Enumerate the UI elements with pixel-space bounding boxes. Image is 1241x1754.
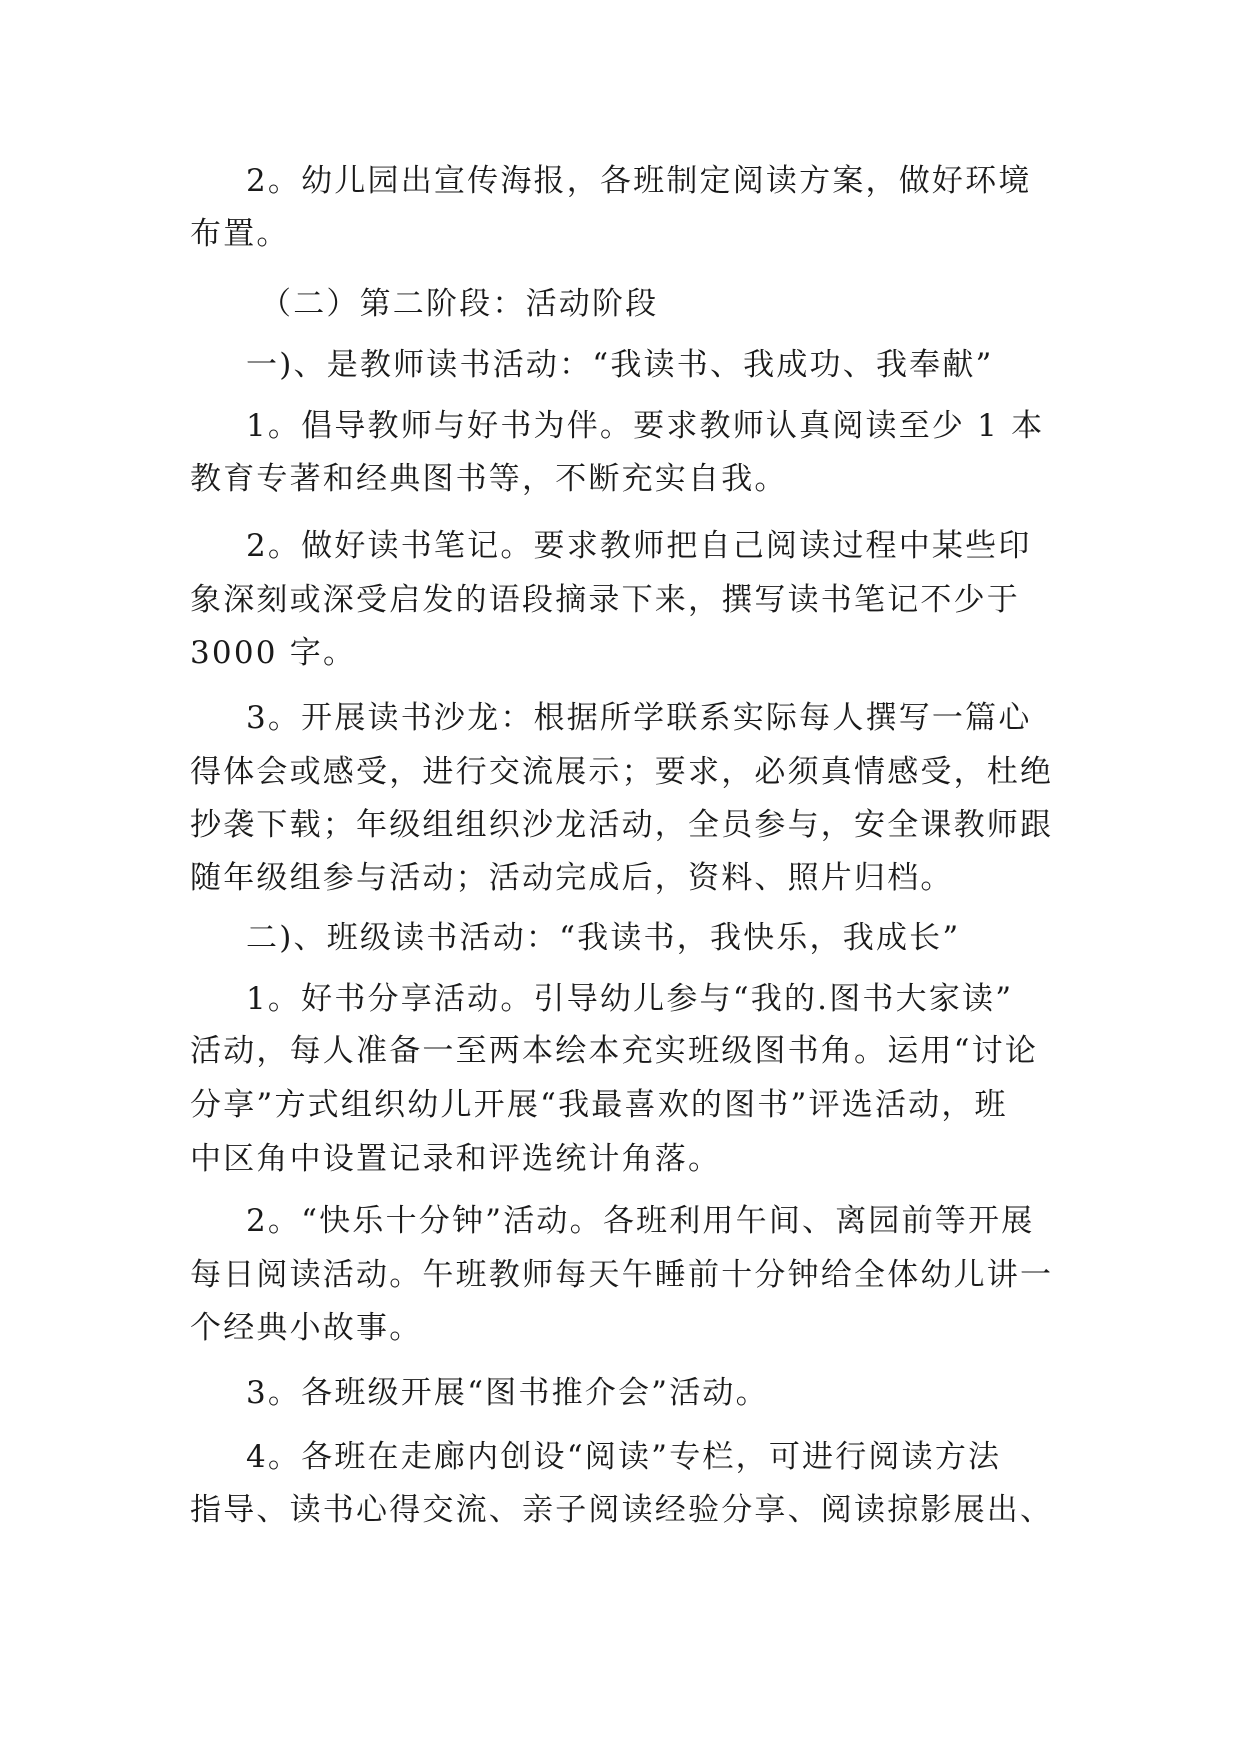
- subsection-heading: 一)、是教师读书活动：“我读书、我成功、我奉献”: [246, 347, 994, 383]
- paragraph-line: 1。倡导教师与好书为伴。要求教师认真阅读至少 1 本: [246, 408, 1045, 444]
- paragraph-line: 2。“快乐十分钟”活动。各班利用午间、离园前等开展: [246, 1203, 1035, 1239]
- paragraph-line: 得体会或感受，进行交流展示；要求，必须真情感受，杜绝: [190, 754, 1054, 790]
- paragraph-line: 中区角中设置记录和评选统计角落。: [190, 1141, 722, 1177]
- paragraph-line: 抄袭下载；年级组组织沙龙活动，全员参与，安全课教师跟: [190, 807, 1054, 843]
- paragraph-line: 随年级组参与活动；活动完成后，资料、照片归档。: [190, 860, 954, 896]
- paragraph-line: 2。做好读书笔记。要求教师把自己阅读过程中某些印: [246, 528, 1032, 564]
- paragraph-line: 4。各班在走廊内创设“阅读”专栏，可进行阅读方法: [246, 1439, 1002, 1475]
- paragraph-line: 活动，每人准备一至两本绘本充实班级图书角。运用“讨论: [190, 1033, 1039, 1069]
- paragraph-line: 象深刻或深受启发的语段摘录下来，撰写读书笔记不少于: [190, 582, 1020, 618]
- paragraph-line: 3。开展读书沙龙：根据所学联系实际每人撰写一篇心: [246, 700, 1032, 736]
- paragraph-line: 教育专著和经典图书等，不断充实自我。: [190, 461, 788, 497]
- paragraph-line: 1。好书分享活动。引导幼儿参与“我的.图书大家读”: [246, 981, 1014, 1017]
- paragraph-line: 3。各班级开展“图书推介会”活动。: [246, 1375, 769, 1411]
- paragraph-line: 每日阅读活动。午班教师每天午睡前十分钟给全体幼儿讲一: [190, 1257, 1054, 1293]
- paragraph-line: 布置。: [190, 216, 290, 252]
- paragraph-line: 3000 字。: [190, 635, 357, 671]
- paragraph-line: 个经典小故事。: [190, 1310, 423, 1346]
- paragraph-line: 分享”方式组织幼儿开展“我最喜欢的图书”评选活动，班: [190, 1087, 1008, 1123]
- subsection-heading: 二)、班级读书活动：“我读书，我快乐，我成长”: [246, 920, 961, 956]
- paragraph-line: 2。幼儿园出宣传海报，各班制定阅读方案，做好环境: [246, 163, 1032, 199]
- paragraph-line: 指导、读书心得交流、亲子阅读经验分享、阅读掠影展出、: [190, 1492, 1054, 1528]
- section-heading: （二）第二阶段：活动阶段: [260, 286, 659, 322]
